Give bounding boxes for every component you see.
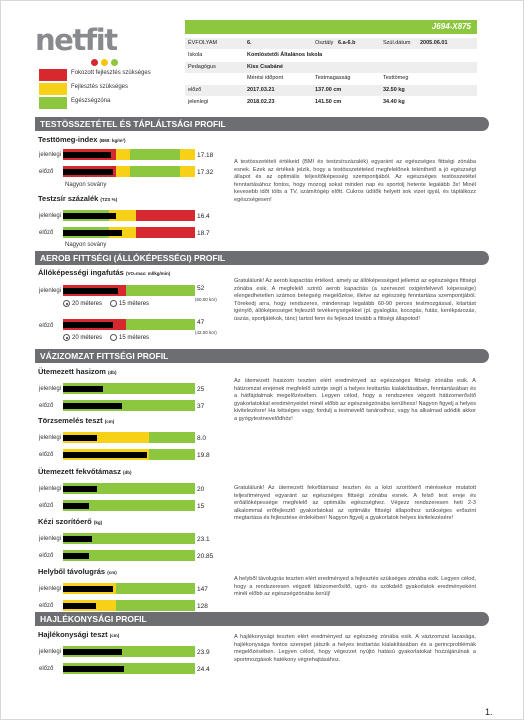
bmi-category: Nagyon sovány [65,182,107,188]
row-label-current: jelenlegi [39,288,62,294]
jump-current-value: 147 [197,586,208,593]
bodyfat-previous-bar [63,227,195,238]
row-label-current: jelenlegi [39,152,62,158]
trunk-current-bar [63,432,195,443]
aerobic-previous-distance-radio [63,334,155,341]
aerobic-text: Gratulálunk! Az aerob kapacitás értéked, amely az állóképességed jellemzi az egészséges fittségi zónába esik. A megfelelő szintű aerob kapacitás (a szervezet oxigénfelvevő képessége) elengedhetetlen számos betegség megelőzése, illetve az egészség fenntartása szempontjából. Törekedj arra, hogy rendszeres, mindennap legalább 60-90 perces testmozgással, kitartást igénylő, állóképességet fejlesztő tevékenységekkel (pl. gyaloglás, kocogás, futás, kerékpározás, úszás, sportjátékok, tánc) tartsd fenn és fejleszd tovább a fittségi állapotod! [234,278,476,322]
aerobic-current-bar [63,285,195,296]
test-name: Helyből távolugrás [38,567,106,576]
logo-dot-yellow [101,59,108,66]
row-label-previous: előző [39,666,54,672]
radio-label: 20 méteres [72,334,103,341]
bmi-current-bar [63,149,195,160]
radio-label: 15 méteres [119,300,150,307]
test-unit: (TZS %) [100,197,118,202]
test-unit: (VO₂max: ml/kg/min) [125,271,171,276]
legend-label: Egészségzóna [71,98,111,104]
pushup-current-bar [63,483,195,494]
test-unit: (kg) [93,520,103,525]
info-row-current [185,97,477,108]
grade-value: 6. [247,40,252,46]
test-unit: (cm) [107,570,117,575]
pushup-previous-bar [63,500,195,511]
grip-previous-bar [63,550,195,561]
trunk-previous-bar [63,449,195,460]
aerobic-previous-bar [63,319,195,330]
teacher-value: Kiss Csabáné [247,64,284,70]
aerobic-previous-laps: (42.00 kör) [195,330,217,335]
legend-swatch-red [39,69,67,81]
previous-weight: 32.50 kg [383,87,405,93]
row-label-previous: előző [39,603,54,609]
logo-text: netfit [35,23,117,57]
flex-previous-bar [63,663,195,674]
situp-current-value: 25 [197,386,205,393]
row-label-current: jelenlegi [39,586,62,592]
upper-body-text: Gratulálunk! Az ütemezett fekvőtámasz teszten és a kézi szorítóerő mérésekor mutatott teljesítményed egyaránt az egészséges fittségi zónába esnek. A felső test ereje és erőállóképessége megfelelő az optimális egészséghez. Végezz rendszeresen heti 2-3 alkalommal erőfejlesztő gyakorlatokat az optimális fittségi állapothoz szükséges erőszint megtartása és fejlesztése érdekében! Nagyon figyelj a gyakorlatok helyes kivitelezésére! [234,485,476,522]
column-weight: Testtömeg [383,75,409,81]
test-name: Állóképességi ingafutás [38,268,124,277]
section-musculoskeletal: VÁZIZOMZAT FITTSÉGI PROFIL [35,349,489,363]
column-height: Testmagasság [315,75,351,81]
grip-current-bar [63,533,195,544]
test-title-bodyfat [38,194,117,203]
teacher-label: Pedagógus [188,64,216,70]
current-height: 141.50 cm [315,99,342,105]
bodyfat-category: Nagyon sovány [65,242,107,248]
flex-current-value: 23.9 [197,649,210,656]
current-weight: 34.40 kg [383,99,405,105]
logo-dot-green [111,59,118,66]
jump-text: A helyből távolugrás teszten elért eredményed a fejlesztés szükséges zónába esik. Legyen célod, hogy a rendszeresen végzett lábizomerősítő, ugró- és szökdelő gyakorlatok eredményeként minél előbb az egészségzónába kerülj! [234,576,476,598]
situp-previous-bar [63,400,195,411]
bmi-previous-bar [63,166,195,177]
row-label-previous: előző [39,553,54,559]
test-title-jump [38,567,117,576]
jump-current-bar [63,583,195,594]
radio-15m[interactable] [110,300,117,307]
row-label-previous: előző [39,452,54,458]
test-name: Testtömeg-index [38,135,98,144]
legend-label: Fejlesztés szükséges [71,84,129,90]
previous-label: előző [188,87,202,93]
bmi-previous-value: 17.32 [197,169,214,176]
legend-swatch-green [39,97,67,109]
test-unit: (db) [108,370,117,375]
test-title-pushup [38,467,132,476]
logo-dot-red [91,59,98,66]
previous-height: 137.00 cm [315,87,342,93]
row-label-previous: előző [39,403,54,409]
info-row-grade [185,38,477,49]
current-label: jelenlegi [188,99,209,105]
legend-item [39,68,189,82]
birthdate-value: 2005.06.01 [420,40,448,46]
test-name: Kézi szorítóerő [38,517,92,526]
netfit-logo [35,23,135,73]
bodyfat-current-bar [63,210,195,221]
logo-dots [91,59,118,66]
legend-item [39,96,189,110]
column-date: Mérési időpont [247,75,284,81]
school-label: Iskola [188,52,203,58]
grip-current-value: 23.1 [197,536,210,543]
bodyfat-current-value: 16.4 [197,213,210,220]
test-name: Ütemezett hasizom [38,367,106,376]
row-label-current: jelenlegi [39,649,62,655]
legend-label: Fokozott fejlesztés szükséges [71,70,151,76]
test-name: Ütemezett fekvőtámasz [38,467,121,476]
info-row-previous [185,85,477,96]
test-title-bmi [38,135,126,144]
class-label: Osztály [315,40,334,46]
aerobic-current-value: 52 [197,285,205,292]
zone-legend [39,68,189,110]
flex-current-bar [63,646,195,657]
test-name: Hajlékonysági teszt [38,630,108,639]
grip-previous-value: 20.85 [197,553,214,560]
flexibility-text: A hajlékonysági teszten elért eredményed az egészség zónába esik. A vázizomzat lazasága, hajlékonysága fontos szerepet játszik a helyes testtartás kialakításában és a gerincproblémák megelőzésében. Legyen célod, hogy végezzet nyújtó hatású gyakorlatokat hozzájárulnak a sportmozgások hatékony végrehajtásához. [234,634,476,663]
trunk-current-value: 8.0 [197,435,207,442]
row-label-current: jelenlegi [39,486,62,492]
row-label-current: jelenlegi [39,213,62,219]
bodyfat-previous-value: 18.7 [197,230,210,237]
test-name: Törzsemelés teszt [38,416,103,425]
test-title-grip [38,517,102,526]
legend-item [39,82,189,96]
trunk-text: Az ütemezett hasizom teszten elért eredményed az egészséges fittségi zónába esik. A hátizomzat erejének megfelelő szintje segít a helyes testtartás kialakításában, fenntartásában és a hátfájdalmak megelőzésében. Legyen célod, hogy a rendszeres végzett hátizomerősítő gyakorlatokkal eredményeidet minél előbb az egészségzónába kerülhess! Nagyon figyelj a helyes kivitelezésre! Ha kétséges vagy, fordulj a testnevelő tanárodhoz, vagy ha alkalmad adódik akkor a gyógytestnevelődhöz! [234,378,476,422]
row-label-previous: előző [39,169,54,175]
radio-20m-selected[interactable] [63,334,70,341]
radio-15m[interactable] [110,334,117,341]
test-title-flexibility [38,630,119,639]
student-id-bar: J694-X875 [185,20,477,34]
test-unit: (db) [123,470,132,475]
radio-label: 15 méteres [119,334,150,341]
test-unit: (BMI: kg/m²) [99,138,126,143]
pushup-previous-value: 15 [197,503,205,510]
test-title-aerobic [38,268,170,277]
test-title-trunk [38,416,114,425]
test-name: Testzsír százalék [38,194,99,203]
page-number: 1. [485,707,493,717]
row-label-previous: előző [39,230,54,236]
row-label-previous: előző [39,323,54,329]
info-row-teacher [185,62,477,73]
aerobic-previous-value: 47 [197,319,205,326]
row-label-current: jelenlegi [39,435,62,441]
aerobic-current-laps: (60.00 kör) [195,297,217,302]
grade-label: ÉVFOLYAM [188,40,218,46]
section-flexibility: HAJLÉKONYSÁGI PROFIL [35,612,489,626]
test-title-situp [38,367,117,376]
school-value: Komlóstetői Általános Iskola [247,52,323,58]
flex-previous-value: 24.4 [197,666,210,673]
situp-current-bar [63,383,195,394]
info-row-school [185,50,477,61]
test-unit: (cm) [104,419,115,424]
situp-previous-value: 37 [197,403,205,410]
body-composition-text: A testösszetételi értékeid (BMI és testzsírszázalék) egyaránt az egészséges fittségi zónába esnek. Ezek az értékek jelzik, hogy a testösszetételed megfelelőnek tekinthető a jó egészségi állapot és az optimális teljesítőképesség szempontjából. Az egészséges testösszetétel fenntartásához fontos, hogy mozogj sokat minden nap és sportolj hetente legalább 3x! Minél kevesebb időt tölts a TV, számítógép előtt. Cukros üdítők helyett sok vizet igyál, és táplálkozz egészségesen! [234,159,476,203]
aerobic-current-distance-radio [63,300,155,307]
row-label-current: jelenlegi [39,386,62,392]
section-aerobic: AEROB FITTSÉGI (ÁLLÓKÉPESSÉGI) PROFIL [35,251,489,265]
class-value: 6.a-6.b [338,40,356,46]
jump-previous-value: 128 [197,603,208,610]
row-label-previous: előző [39,503,54,509]
info-row-columns [185,73,477,84]
radio-label: 20 méteres [72,300,103,307]
bmi-current-value: 17.18 [197,152,214,159]
legend-swatch-yellow [39,83,67,95]
previous-date: 2017.03.21 [247,87,275,93]
jump-previous-bar [63,600,195,611]
row-label-current: jelenlegi [39,536,62,542]
pushup-current-value: 20 [197,486,205,493]
current-date: 2018.02.23 [247,99,275,105]
test-unit: (cm) [109,633,120,638]
radio-20m-selected[interactable] [63,300,70,307]
birthdate-label: Szül.dátum [383,40,411,46]
trunk-previous-value: 19.8 [197,452,210,459]
section-body-composition: TESTÖSSZETÉTEL ÉS TÁPLÁLTSÁGI PROFIL [35,117,489,131]
